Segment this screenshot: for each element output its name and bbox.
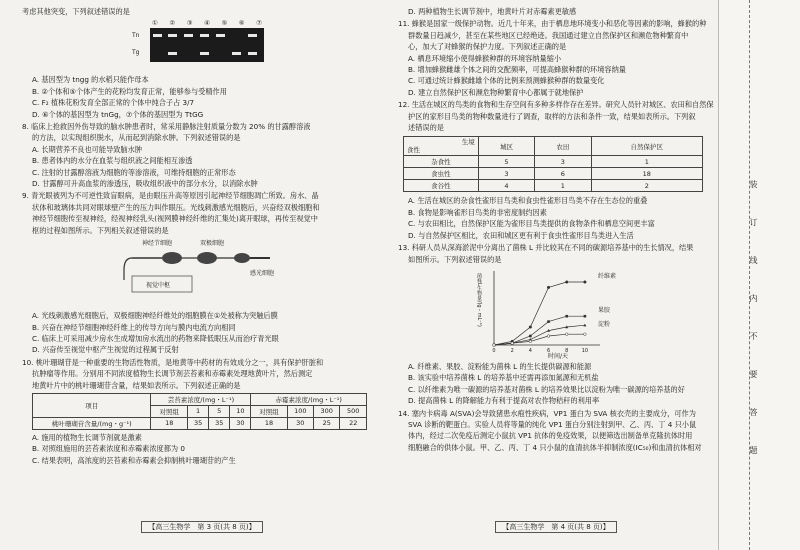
data-point (565, 315, 568, 318)
table-row-label: 食谷性 (404, 180, 479, 192)
label-photoreceptor: 感光细胞 (250, 270, 275, 278)
gel-band (153, 34, 162, 37)
table-row (404, 180, 703, 192)
q10-stem-line: 地黄叶片中的桃叶珊瑚苷含量，结果如表所示。下列叙述正确的是 (32, 380, 241, 390)
page-number: 【高三生物学 第 4 页(共 8 页)】 (495, 521, 616, 533)
neuron-diagram (102, 238, 302, 308)
q12-stem-line: 述错误的是 (408, 123, 444, 133)
data-point (511, 342, 514, 345)
q9-stem-line: 枢的过程如图所示。下列相关叙述错误的是 (32, 225, 169, 235)
q11-option-d: D. 建立自然保护区和濒危物种繁育中心都属于就地保护 (408, 87, 584, 97)
gel-band (232, 52, 241, 55)
q7-option-d: D. ⑥个体的基因型为 tnGg，⑦个体的基因型为 TtGG (32, 109, 204, 119)
data-point (529, 340, 532, 343)
gel-lane-numbers (152, 19, 262, 27)
q9-option-d: D. 兴奋传至视觉中枢产生视觉的过程属于反射 (32, 345, 179, 355)
left-page-footer (22, 522, 382, 532)
q7-option-a: A. 基因型为 tngg 的水稻只能作母本 (32, 75, 149, 85)
q8-option-a: A. 长期营养不良也可能导致脑水肿 (32, 144, 142, 154)
table-row-label: 桃叶珊瑚苷含量/(mg・g⁻¹) (33, 417, 151, 429)
q8-option-b: B. 患者体内的水分在血浆与组织液之间能相互渗透 (32, 156, 193, 166)
gel-lane: ④ (204, 19, 210, 28)
q13-stem-line: 13. 科研人员从深海淤泥中分离出了菌株 L 并比较其在不同的碳源培养基中的生长情况，结果 (398, 243, 694, 253)
gel-figure (132, 19, 272, 71)
q10-stem-line: 抗肿瘤等作用。分别用不同浓度植物生长调节剂芸苔素和赤霉素处理地黄叶片，然后测定 (32, 369, 313, 379)
binding-warning: 装订线内不要答题 (749, 180, 758, 484)
corner-habitat: 生境 (461, 138, 475, 147)
q11-option-c: C. 可通过统计蜂猴雌雄个体的比例来预测蜂猴种群的数量变化 (408, 76, 605, 86)
table-col: 对照组 (151, 405, 188, 417)
x-tick-label: 4 (528, 347, 532, 354)
gel-lane: ① (152, 19, 158, 28)
q10-option-b: B. 对照组施用的芸苔素浓度和赤霉素浓度都为 0 (32, 444, 185, 454)
q10-option-d: D. 两种植物生长调节剂中，地黄叶片对赤霉素更敏感 (408, 7, 577, 16)
gel-band (168, 52, 177, 55)
label-visual-center: 视觉中枢 (146, 282, 171, 290)
table-corner (404, 137, 479, 156)
data-point (565, 333, 568, 336)
table-row-label: 杂食性 (404, 156, 479, 168)
gel-band (200, 34, 209, 37)
table-col-urban: 城区 (478, 137, 534, 156)
table-cell: 18 (151, 417, 188, 429)
gel-lane: ② (169, 19, 176, 28)
q10-stem-line: 10. 桃叶珊瑚苷是一种重要的生物活性物质，是地黄等中药材的有效成分之一，具有保护肝脏和 (22, 357, 324, 367)
series-label-starch: 淀粉 (598, 320, 611, 328)
table-cell: 22 (340, 417, 367, 429)
gel-band (248, 52, 257, 55)
table-row-label: 食虫性 (404, 168, 479, 180)
table-cell: 2 (591, 180, 702, 192)
table-col-farmland: 农田 (535, 137, 591, 156)
q8-stem-line: 8. 临床上抢救因外伤导致的脑水肿患者时，常采用静脉注射质量分数为 20% 的甘露醇溶液 (22, 122, 311, 132)
binding-strip (718, 0, 800, 550)
q9-stem-line: 状体和玻璃体共同对眼球壁产生的压力叫作眼压。光线刺激感光细胞后，兴奋经双极细胞和 (32, 202, 320, 212)
right-page-footer (398, 522, 714, 532)
table-cell: 3 (535, 156, 591, 168)
gel-lane: ③ (186, 19, 193, 28)
series-label-cellulose: 纤维素 (598, 272, 617, 280)
q14-stem-line: 细胞融合的供体小鼠。甲、乙、丙、丁 4 只小鼠的血清抗体半抑制浓度(IC₅₀)和血清抗体相对 (408, 442, 702, 452)
gel-lane: ⑦ (256, 19, 262, 28)
chart-xlabel: 时间/天 (548, 352, 569, 360)
data-point (584, 315, 587, 318)
data-point (584, 333, 587, 336)
q9-stem-line: 9. 青光眼被列为不可逆性致盲眼病，是由眼压升高等原因引起神经节细胞凋亡所致。房水、晶 (22, 191, 319, 201)
table-col: 100 (287, 405, 313, 417)
table-cell: 18 (591, 168, 702, 180)
left-page (22, 6, 382, 536)
gel-band (184, 34, 193, 37)
q8-stem-line: 的方法，以实现组织脱水，从而起到消除水肿。下列叙述错误的是 (32, 133, 241, 143)
q13-option-b: B. 该实验中培养菌株 L 的培养基中还需再添加氮源和无机盐 (408, 373, 599, 383)
table-cell: 1 (591, 156, 702, 168)
table-cell: 30 (287, 417, 313, 429)
table-cell: 18 (251, 417, 287, 429)
q12-option-c: C. 与农田相比，自然保护区能为雀形目鸟类提供的食物条件和栖息空间更丰富 (408, 219, 655, 229)
q12-stem-line: 护区的家形目鸟类的物种数量进行了调查，取样的方法和条件一致，结果如表所示。下列叙 (408, 111, 696, 121)
q12-stem-line: 12. 生活在城区的鸟类的食物和生存空间有多种多样作存在差异。研究人员针对城区、农田和自然保 (398, 100, 714, 110)
series-label-pectin: 果胶 (598, 306, 611, 314)
corner-diet: 食性 (407, 146, 420, 155)
growth-chart-svg (478, 267, 638, 359)
data-point (493, 344, 496, 347)
q8-option-c: C. 注射的甘露醇溶液为细胞的等渗溶液，可维持细胞的正常形态 (32, 167, 236, 177)
gel-row-label: Tg (132, 49, 140, 57)
x-tick-label: 6 (546, 347, 551, 354)
table-col: 1 (188, 405, 209, 417)
q11-stem-line: 群数量日趋减少，甚至在某些地区已经绝迹。我国通过建立自然保护区和濒危物种繁育中 (408, 30, 689, 40)
data-point (547, 335, 550, 338)
gel-row-label: Tn (132, 32, 140, 40)
table-col: 300 (314, 405, 340, 417)
table-cell: 3 (478, 168, 534, 180)
q12-option-a: A. 生活在城区的杂食性雀形目鸟类和食虫性雀形目鸟类不存在生态位的重叠 (408, 196, 648, 206)
table-cell: 1 (535, 180, 591, 192)
q11-stem-line: 11. 蜂猴是国家一级保护动物。近几十年来，由于栖息地环境变小和恶化等因素的影响，蜂猴的种 (398, 19, 707, 29)
q10-option-c: C. 结果表明，高浓度的芸苔素和赤霉素会抑制桃叶珊瑚苷的产生 (32, 455, 236, 465)
data-point (547, 320, 550, 323)
table-header-gibberellin: 赤霉素浓度/(mg・L⁻¹) (251, 393, 367, 405)
q13-option-c: C. 以纤维素为唯一碳源的培养基对菌株 L 的培养效果比以淀粉为唯一碳源的培养基的好 (408, 384, 685, 394)
page-number: 【高三生物学 第 3 页(共 8 页)】 (141, 521, 262, 533)
x-tick-label: 8 (565, 347, 569, 354)
q10-option-a: A. 施用的植物生长调节剂就是激素 (32, 432, 142, 442)
chart-ylabel: 菌株L生物量/(g・mL⁻¹) (476, 272, 482, 327)
table-cell: 4 (478, 180, 534, 192)
q11-option-a: A. 栖息环境缩小使得蜂猴种群的环境容纳量缩小 (408, 53, 562, 63)
table-header-project: 项目 (33, 393, 151, 417)
q7-option-c: C. F₂ 植株花粉发育全部正常的个体中纯合子占 3/7 (32, 98, 195, 108)
gel-band (200, 52, 209, 55)
growth-chart (478, 267, 638, 359)
x-tick-label: 0 (492, 347, 496, 354)
label-ganglion-cell: 神经节细胞 (142, 240, 173, 248)
q14-stem-line: 14. 塞内卡病毒 A(SVA)会导致猪患水疱性疾病，VP1 蛋白为 SVA 核衣壳的主要成分，可作为 (398, 408, 696, 418)
q12-option-b: B. 食物是影响雀形目鸟类的非密度制约因素 (408, 207, 547, 217)
table-col-reserve: 自然保护区 (591, 137, 702, 156)
table-cell: 25 (314, 417, 340, 429)
q13-option-d: D. 提高菌株 L 的降解能力有利于提高对农作物秸秆的利用率 (408, 396, 600, 406)
table-cell: 5 (478, 156, 534, 168)
data-point (584, 281, 587, 284)
q11-option-b: B. 增加蜂猴雌雄个体之间的交配频率，可提高蜂猴种群的环境容纳量 (408, 65, 626, 75)
table-col: 500 (340, 405, 367, 417)
gel-band (216, 34, 225, 37)
series-line (494, 334, 585, 345)
q9-stem-line: 神经节细胞传至视神经，经视神经乳头(视网膜神经纤维的汇集处)离开眼球，再传至视觉中 (32, 214, 318, 224)
x-tick-label: 2 (510, 347, 514, 354)
q7-intro: 考虑其他突变，下列叙述错误的是 (22, 7, 130, 16)
table-header-brassinolide: 芸苔素浓度/(mg・L⁻¹) (151, 393, 251, 405)
table-row (33, 417, 367, 429)
series-line (494, 282, 585, 345)
hormone-table (32, 393, 367, 430)
table-cell: 35 (188, 417, 209, 429)
table-col: 10 (230, 405, 251, 417)
q14-stem-line: SVA 诊断的靶蛋白。实验人员将等量的纯化 VP1 蛋白分别注射到甲、乙、丙、丁 4 只小鼠 (408, 419, 697, 429)
data-point (547, 286, 550, 289)
q13-option-a: A. 纤维素、果胶、淀粉能为菌株 L 的生长提供碳源和能源 (408, 361, 592, 371)
data-point (529, 326, 532, 329)
q11-stem-line: 心，加大了对蜂猴的保护力度。下列叙述正确的是 (408, 42, 567, 52)
label-bipolar-cell: 双极细胞 (200, 240, 225, 248)
table-cell: 30 (230, 417, 251, 429)
x-tick-label: 10 (581, 347, 589, 354)
gel-band (248, 34, 257, 37)
data-point (529, 335, 532, 338)
table-col: 对照组 (251, 405, 287, 417)
table-cell: 6 (535, 168, 591, 180)
q7-option-b: B. ②个体和⑤个体产生的花粉均发育正常，能够参与受精作用 (32, 86, 227, 96)
q14-stem-line: 体内，经过二次免疫后测定小鼠抗 VP1 抗体的免疫效果，以便筛选出制备单克隆抗体时用 (408, 431, 693, 441)
data-point (565, 281, 568, 284)
q9-option-b: B. 兴奋在神经节细胞神经纤维上的传导方向与膜内电流方向相同 (32, 322, 236, 332)
q9-option-c: C. 临床上可采用减少房水生成增加房水流出的药物来降低眼压从而治疗青光眼 (32, 333, 279, 343)
q9-option-a: A. 光线刺激感光细胞后，双极细胞神经纤维处的细胞膜在①处被称为突触后膜 (32, 311, 278, 321)
bird-table (403, 136, 703, 192)
gel-lane: ⑤ (221, 19, 228, 28)
series-line (494, 316, 585, 345)
gel-box (150, 28, 264, 62)
q12-option-d: D. 与自然保护区相比，农田和城区更有利于食虫性雀形目鸟类进入生活 (408, 230, 634, 240)
table-row (404, 156, 703, 168)
table-cell: 35 (209, 417, 230, 429)
gel-lane: ⑥ (238, 19, 245, 28)
q8-option-d: D. 甘露醇可升高血浆的渗透压，吸收组织液中的部分水分，以消除水肿 (32, 179, 258, 189)
table-row (404, 168, 703, 180)
table-col: 5 (209, 405, 230, 417)
right-page (398, 6, 714, 536)
gel-band (168, 34, 177, 37)
q13-stem-line: 如图所示。下列叙述错误的是 (408, 254, 502, 264)
